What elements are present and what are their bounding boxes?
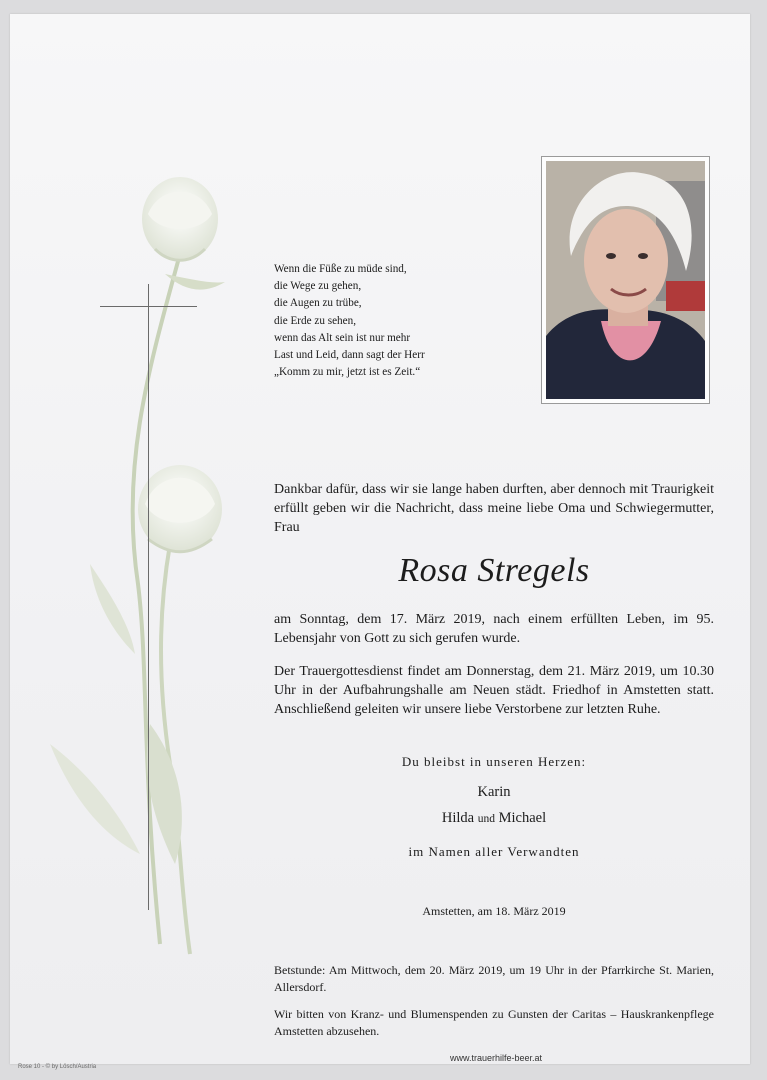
obituary-card <box>10 14 750 1064</box>
portrait-frame <box>541 156 710 404</box>
portrait-photo <box>546 161 705 399</box>
mourner-hilda: Hilda <box>441 810 475 826</box>
white-roses-illustration <box>30 164 250 964</box>
poem-line: wenn das Alt sein ist nur mehr <box>274 331 411 344</box>
remembrance-line: Du bleibst in unseren Herzen: <box>401 754 587 769</box>
poem <box>274 261 534 381</box>
poem-line: Wenn die Füße zu müde sind, <box>274 263 407 275</box>
portrait-illustration <box>546 161 705 399</box>
copyright-note: Rose 10 - © by Lösch/Austria <box>18 1064 97 1070</box>
website-link[interactable]: www.trauerhilfe-beer.at <box>450 1053 543 1063</box>
poem-line: die Wege zu gehen, <box>274 280 362 293</box>
mourner-karin: Karin <box>477 784 511 800</box>
poem-line: die Erde zu sehen, <box>274 314 357 327</box>
mourner-conjunction: und <box>477 813 495 825</box>
relatives-line: im Namen aller Verwandten <box>408 844 580 859</box>
donation-notice: Wir bitten von Kranz- und Blumenspenden zu Gunsten der Caritas – Hauskrankenpflege Amstetten abzusehen. <box>274 1007 714 1038</box>
intro-text: Dankbar dafür, dass wir sie lange haben durften, aber dennoch mit Traurigkeit erfüllt geben wir die Nachricht, dass meine liebe Oma und Schwiegermutter, Frau <box>274 482 714 535</box>
place-date: Amstetten, am 18. März 2019 <box>422 904 566 918</box>
death-notice: am Sonntag, dem 17. März 2019, nach einem erfüllten Leben, im 95. Lebensjahr von Gott zu sich gerufen wurde. <box>274 612 714 646</box>
poem-line: Last und Leid, dann sagt der Herr <box>274 349 425 362</box>
cross-vertical <box>148 284 149 910</box>
deceased-name: Rosa Stregels <box>398 552 590 589</box>
poem-line: „Komm zu mir, jetzt ist es Zeit.“ <box>274 366 421 379</box>
service-notice: Der Trauergottesdienst findet am Donnerstag, dem 21. März 2019, um 10.30 Uhr in der Aufbahrungshalle am Neuen städt. Friedhof in Amstetten statt. Anschließend geleiten wir unsere liebe Verstorbene zur letzten Ruhe. <box>274 664 714 717</box>
prayer-hour-notice: Betstunde: Am Mittwoch, dem 20. März 2019, um 19 Uhr in der Pfarrkirche St. Marien, Allersdorf. <box>274 963 714 994</box>
mourner-michael: Michael <box>498 810 547 826</box>
mourner-hilda-michael <box>274 810 714 827</box>
poem-line: die Augen zu trübe, <box>274 297 362 310</box>
